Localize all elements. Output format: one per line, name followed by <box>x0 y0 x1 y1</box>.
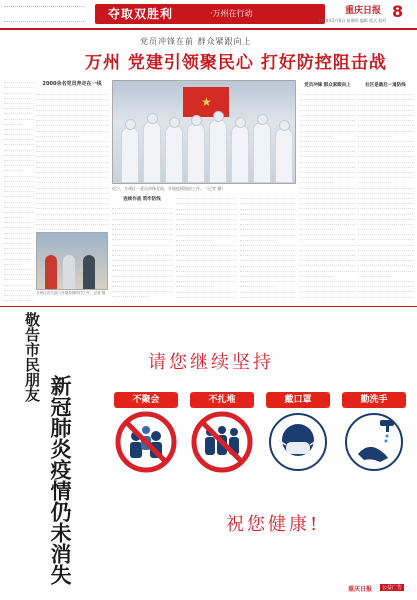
protective-suit-figure <box>143 121 161 183</box>
section-head: 2000余名党员奔走在一线 <box>42 81 102 87</box>
section-divider <box>0 306 417 307</box>
tile-wash-hands <box>340 392 408 480</box>
hand-washing-icon <box>342 410 406 474</box>
main-photo-caption: 近日，万州区一党员冲锋在前，开展疫情防控工作。（记者 摄） <box>112 186 226 191</box>
text-line <box>358 292 413 297</box>
psa-notice-line: 敬告市民朋友 <box>23 312 41 402</box>
body-column-a <box>36 90 108 240</box>
section-title: 夺取双胜利 <box>108 7 174 21</box>
masthead-decoration <box>4 6 84 22</box>
text-line <box>176 293 236 298</box>
body-column-left <box>4 78 34 304</box>
paper-logo: 重庆日报 <box>345 6 382 16</box>
footer-tag: 公益广告 <box>382 585 403 591</box>
masthead <box>0 0 417 30</box>
body-column-d <box>240 194 296 300</box>
tile-wear-mask <box>264 392 332 480</box>
secondary-photo-caption: 万州区有关部门开展疫情防控工作，记者 摄 <box>36 291 106 295</box>
person-figure <box>63 255 75 289</box>
tile-label: 不扎堆 <box>190 392 254 408</box>
article-headline: 万州 党建引领聚民心 打好防控阻击战 <box>85 53 387 73</box>
tile-label: 戴口罩 <box>266 392 330 408</box>
no-crowding-icon <box>190 410 254 474</box>
psa-warning-line: 新冠肺炎疫情仍未消失 <box>48 375 73 585</box>
body-column-e <box>300 80 355 300</box>
psa-blessing: 祝您健康! <box>226 514 321 535</box>
tile-no-crowding <box>188 392 256 480</box>
psa-title: 请您继续坚持 <box>148 352 274 373</box>
footer-logo: 重庆日报 <box>348 586 373 593</box>
face-mask-icon <box>266 410 330 474</box>
sub-head: 党员冲锋 群众紧跟向上 <box>304 83 351 88</box>
secondary-photo <box>36 232 108 290</box>
tile-label: 勤洗手 <box>342 392 406 408</box>
text-line <box>240 293 296 298</box>
person-figure <box>83 255 95 289</box>
page-number: 8 <box>392 2 404 21</box>
body-column-f <box>358 80 413 300</box>
text-line <box>300 292 355 297</box>
protective-suit-figure <box>121 127 139 183</box>
protective-suit-figure <box>209 119 227 183</box>
tile-no-gathering <box>112 392 180 480</box>
section-subtitle: ·万州在行动 <box>210 9 253 18</box>
body-column-b <box>112 194 172 300</box>
text-line <box>36 225 79 230</box>
main-photo <box>112 80 296 184</box>
text-line <box>112 292 148 297</box>
body-column-c <box>176 194 236 300</box>
masthead-meta: 2020年2月6日 星期四 编辑 版式 校对 <box>318 18 387 23</box>
protective-suit-figure <box>165 125 183 183</box>
protective-suit-figure <box>231 125 249 183</box>
sub-head: 社区是最后一道防线 <box>365 83 406 88</box>
article-kicker: 党员冲锋在前 群众紧跟向上 <box>140 37 252 46</box>
tile-label: 不聚会 <box>114 392 178 408</box>
protective-suit-figure <box>253 122 271 183</box>
sub-head: 连续作战 筑牢防线 <box>123 197 161 202</box>
text-line <box>4 296 34 301</box>
person-figure <box>45 255 57 289</box>
protective-suit-figure <box>187 123 205 183</box>
hammer-sickle-icon: ★ <box>201 95 212 109</box>
protective-suit-figure <box>275 128 293 183</box>
no-gathering-icon <box>114 410 178 474</box>
